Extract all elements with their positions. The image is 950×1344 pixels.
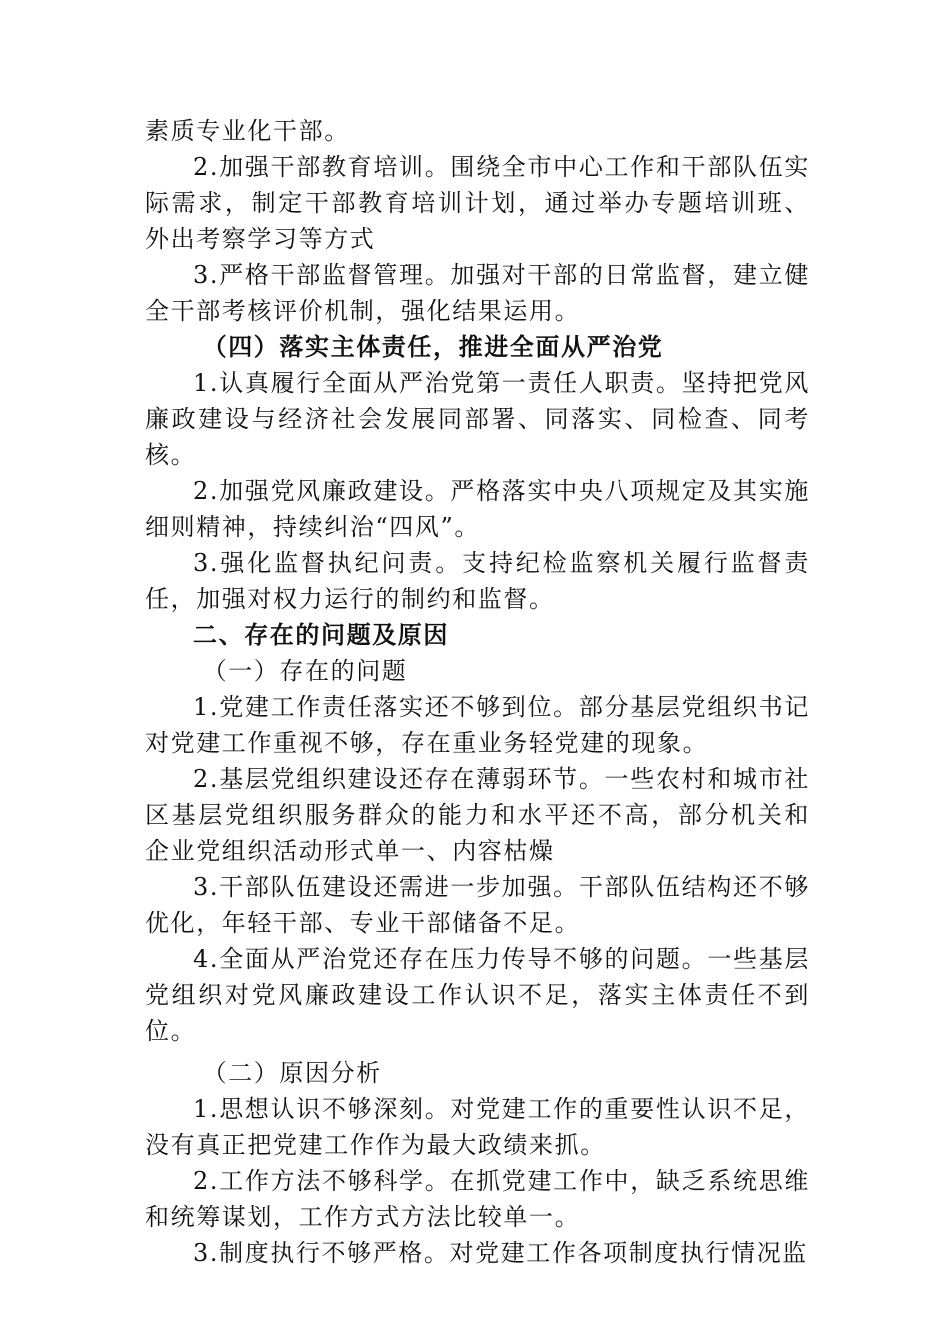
- paragraph-item: 2.基层党组织建设还存在薄弱环节。一些农村和城市社区基层党组织服务群众的能力和水平还不高，部分机关和企业党组织活动形式单一、内容枯燥: [145, 765, 810, 865]
- paragraph-item: 1.认真履行全面从严治党第一责任人职责。坚持把党风廉政建设与经济社会发展同部署、同落实、同检查、同考核。: [145, 369, 810, 469]
- section-heading-causes: （二）原因分析: [202, 1059, 382, 1087]
- paragraph-item: 2.工作方法不够科学。在抓党建工作中，缺乏系统思维和统筹谋划，工作方式方法比较单一。: [145, 1167, 810, 1231]
- chapter-heading-2: 二、存在的问题及原因: [193, 621, 449, 649]
- paragraph-item: 1.思想认识不够深刻。对党建工作的重要性认识不足，没有真正把党建工作作为最大政绩来抓。: [145, 1095, 810, 1159]
- section-heading-4: （四）落实主体责任，推进全面从严治党: [202, 332, 664, 361]
- paragraph-item: 4.全面从严治党还存在压力传导不够的问题。一些基层党组织对党风廉政建设工作认识不足，落实主体责任不到位。: [145, 945, 810, 1045]
- paragraph-item: 3.强化监督执纪问责。支持纪检监察机关履行监督责任，加强对权力运行的制约和监督。: [145, 549, 810, 613]
- paragraph-item: 2.加强干部教育培训。围绕全市中心工作和干部队伍实际需求，制定干部教育培训计划，通过举办专题培训班、外出考察学习等方式: [145, 153, 810, 253]
- paragraph-item: 3.严格干部监督管理。加强对干部的日常监督，建立健全干部考核评价机制，强化结果运用。: [145, 261, 810, 325]
- document-body: [145, 113, 810, 1271]
- paragraph-continuation: 素质专业化干部。: [145, 117, 350, 145]
- paragraph-item: 3.干部队伍建设还需进一步加强。干部队伍结构还不够优化，年轻干部、专业干部储备不足。: [145, 873, 810, 937]
- paragraph-item: 1.党建工作责任落实还不够到位。部分基层党组织书记对党建工作重视不够，存在重业务轻党建的现象。: [145, 693, 810, 757]
- paragraph-item: 3.制度执行不够严格。对党建工作各项制度执行情况监: [193, 1239, 808, 1267]
- section-heading-problems: （一）存在的问题: [202, 657, 408, 685]
- paragraph-item: 2.加强党风廉政建设。严格落实中央八项规定及其实施细则精神，持续纠治“四风”。: [145, 477, 810, 541]
